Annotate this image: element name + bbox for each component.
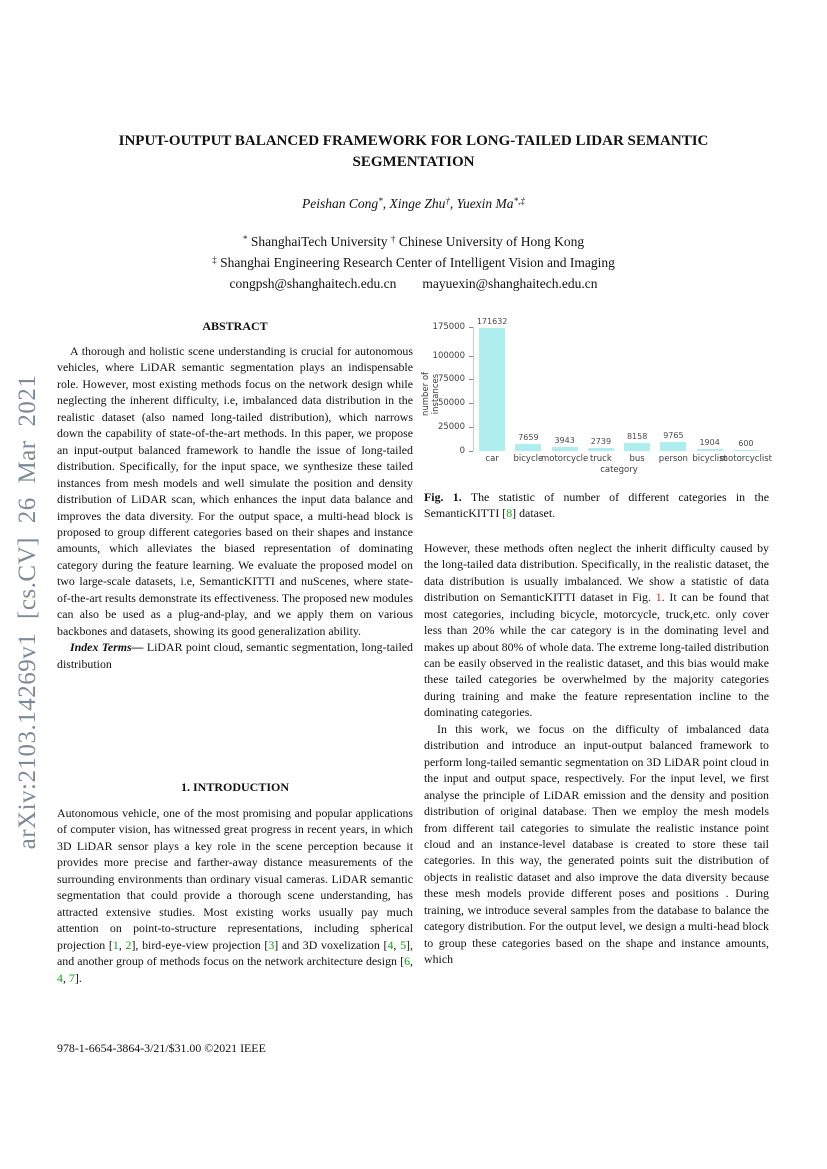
text: Autonomous vehicle, one of the most promising and popular applications of computer vision, has witnessed great progress in recent years, in which 3D LiDAR sensor plays a key role in the scene perception because it provides more precise and farther-away distance measurements of the surrounding environments than ordinary visual cameras. LiDAR semantic segmentation that could provide a thorough scene understanding, has attracted extensive studies. Most existing works usually pay much attention on point-to-structure representations, including spherical projection [: [57, 806, 413, 952]
citation-link[interactable]: 2: [125, 937, 132, 952]
text: ShanghaiTech University: [247, 234, 391, 249]
bar-value-label: 2739: [590, 437, 612, 447]
text: ], and another group of methods focus on the network architecture design [: [57, 937, 413, 969]
paper-header: [0, 131, 827, 294]
text: ] dataset.: [512, 506, 556, 521]
bar-value-label: 9765: [663, 430, 684, 440]
chart-bar-motorcycle: [552, 447, 578, 451]
bar-value-label: 600: [738, 439, 754, 448]
right-column: [421, 313, 772, 968]
text: ], bird-eye-view projection [: [131, 937, 269, 952]
x-axis-label: category: [600, 465, 638, 475]
chart-bar-bicycle: [515, 444, 541, 451]
bar-chart: [421, 313, 772, 483]
abstract-body: A thorough and holistic scene understanding is crucial for autonomous vehicles, where LiDAR semantic segmentation plays an indispensable role. However, most existing methods focus on the network design while neglecting the inherent difficulty, i.e, imbalanced data distribution in the realistic dataset (also named long-tailed distribution), which narrows down the capability of state-of-the-art methods. In this paper, we propose an input-output balanced framework to handle the issue of long-tailed distribution. Specifically, for the input space, we synthesize these tailed instances from mesh models and well simulate the position and density distribution of LiDAR scan, which enhances the input data balance and improves the data diversity. For the output space, a multi-head block is proposed to group different categories based on their shapes and instance amounts, which alleviates the biased representation of dominating category during the feature learning. We evaluate the proposed model on two large-scale datasets, i.e, SemanticKITTI and nuScenes, where state-of-the-art results demonstrate its effectiveness. The proposed new modules can also be used as a plug-and-play, and we apply them on various backbones and datasets, showing its good generalization ability.: [57, 344, 413, 638]
right-paragraph-1: [424, 540, 769, 721]
text: ,: [410, 954, 413, 969]
text: , Xinge Zhu: [382, 196, 446, 211]
abstract-heading: ABSTRACT: [202, 319, 268, 333]
text: , Yuexin Ma: [449, 196, 514, 211]
text: ,: [62, 970, 69, 985]
text: ,: [118, 937, 126, 952]
introduction-paragraph: [57, 805, 413, 986]
text: Shanghai Engineering Research Center of Intelligent Vision and Imaging: [216, 255, 615, 270]
text: . It can be found that most categories, including bicycle, motorcycle, truck,etc. only cover less than 20% while the car category is in the dominating level and makes up about 80% of whole data. The extreme long-tailed distribution can be easily observed in the realistic dataset, and this bias would make these tailed categories be overwhelmed by the majority categories during training and make the feature representation incline to the dominating categories.: [424, 590, 769, 720]
superscript-mark: *: [378, 195, 383, 206]
chart-bar-bicyclist: [697, 449, 723, 451]
chart-bar-car: [479, 328, 505, 451]
x-category-label: person: [658, 454, 688, 464]
chart-bar-bus: [624, 443, 650, 451]
figure-1-caption: [424, 489, 769, 522]
chart-bar-person: [660, 442, 686, 451]
citation-link[interactable]: 6: [404, 954, 411, 969]
citation-link[interactable]: 1: [112, 937, 119, 952]
text: ,: [393, 937, 401, 952]
y-tick-label: 0: [459, 446, 465, 456]
y-tick-label: 175000: [432, 322, 465, 332]
y-tick-label: 25000: [437, 422, 465, 433]
bar-value-label: 7659: [518, 432, 539, 442]
x-category-label: bicyclist: [692, 454, 727, 464]
bold-text: Fig. 1.: [424, 490, 462, 504]
index-terms-text: LiDAR point cloud, semantic segmentation, long-tailed distribution: [57, 640, 413, 671]
emails-line: [0, 273, 827, 294]
superscript-mark: *,‡: [513, 195, 526, 206]
citation-link[interactable]: 4: [57, 970, 63, 985]
text: However, these methods often neglect the inherit difficulty caused by the long-tailed data distribution. Specifically, in the realistic dataset, the data distribution is usually imbalanced. We show a statistic of data distribution on SemanticKITTI dataset in Fig.: [424, 540, 769, 605]
arxiv-watermark: arXiv:2103.14269v1 [cs.CV] 26 Mar 2021: [14, 374, 41, 850]
right-paragraph-2: In this work, we focus on the difficulty of imbalanced data distribution and introduce an input-output balanced framework to perform long-tailed semantic segmentation on 3D LiDAR point cloud in the input and output space, respectively. For the input level, we first analyse the principle of LiDAR emission and the density and position distribution of original database. Then we employ the mesh models from different tail categories to simulate the realistic instance point cloud and an instance-level database is created to store these tail categories. In this way, the generated points suit the distribution of objects in realistic dataset and also improve the data diversity because these mesh models provide different poses and positions . During training, we introduce several samples from the database to balance the category distribution. For the output level, we design a multi-head block to group these categories based on the shape and instance amounts, which: [424, 721, 769, 967]
y-tick-label: 50000: [437, 398, 465, 409]
citation-link[interactable]: 8: [506, 506, 513, 521]
y-tick-mark: [469, 427, 473, 428]
superscript-mark: †: [390, 233, 396, 244]
bar-value-label: 3943: [554, 436, 575, 446]
left-column: [57, 319, 413, 672]
x-category-label: truck: [589, 454, 612, 464]
x-category-label: bus: [629, 454, 645, 464]
introduction-heading: 1. INTRODUCTION: [180, 780, 289, 794]
paper-title: INPUT-OUTPUT BALANCED FRAMEWORK FOR LONG-TAILED LIDAR SEMANTIC SEGMENTATION: [118, 133, 709, 170]
affiliation-line-1: [0, 231, 827, 252]
text: Chinese University of Hong Kong: [395, 234, 585, 249]
email-right: mayuexin@shanghaitech.edu.cn: [422, 276, 598, 291]
x-category-label: motorcyclist: [719, 454, 772, 464]
bar-value-label: 8158: [626, 432, 648, 442]
bar-value-label: 171632: [476, 317, 508, 327]
text: The statistic of number of different categories in the SemanticKITTI [: [424, 490, 769, 521]
index-terms-label: Index Terms—: [70, 640, 144, 655]
y-tick-mark: [469, 379, 473, 380]
x-category-label: car: [485, 454, 499, 464]
text: ] and 3D voxelization [: [274, 937, 388, 952]
chart-bar-motorcyclist: [733, 450, 759, 451]
introduction-section: [57, 780, 413, 986]
y-tick-mark: [469, 451, 473, 452]
y-tick-label: 100000: [432, 350, 465, 361]
citation-link[interactable]: 3: [268, 937, 275, 952]
figure-reference[interactable]: 1: [655, 590, 662, 605]
affiliation-line-2: [0, 252, 827, 273]
citation-link[interactable]: 5: [400, 937, 407, 952]
x-category-label: bicycle: [513, 454, 544, 464]
superscript-mark: †: [445, 195, 450, 206]
citation-link[interactable]: 7: [68, 970, 75, 985]
authors-line: [0, 196, 827, 212]
superscript-mark: *: [242, 233, 248, 244]
chart-bar-truck: [588, 448, 614, 451]
text: Peishan Cong: [301, 196, 379, 211]
figure-1: [421, 313, 772, 522]
y-axis-label: number of instances: [421, 371, 441, 417]
y-tick-mark: [469, 403, 473, 404]
superscript-mark: ‡: [212, 254, 217, 265]
citation-link[interactable]: 4: [387, 937, 394, 952]
text: ].: [74, 970, 82, 985]
y-tick-label: 75000: [437, 374, 465, 385]
email-left: congpsh@shanghaitech.edu.cn: [229, 276, 397, 291]
x-category-label: motorcycle: [540, 454, 589, 464]
bar-value-label: 1904: [699, 438, 720, 448]
copyright-footer: 978-1-6654-3864-3/21/$31.00 ©2021 IEEE: [57, 1041, 266, 1055]
index-terms: [57, 639, 413, 672]
y-axis-line: [473, 327, 474, 451]
y-tick-mark: [469, 356, 473, 357]
